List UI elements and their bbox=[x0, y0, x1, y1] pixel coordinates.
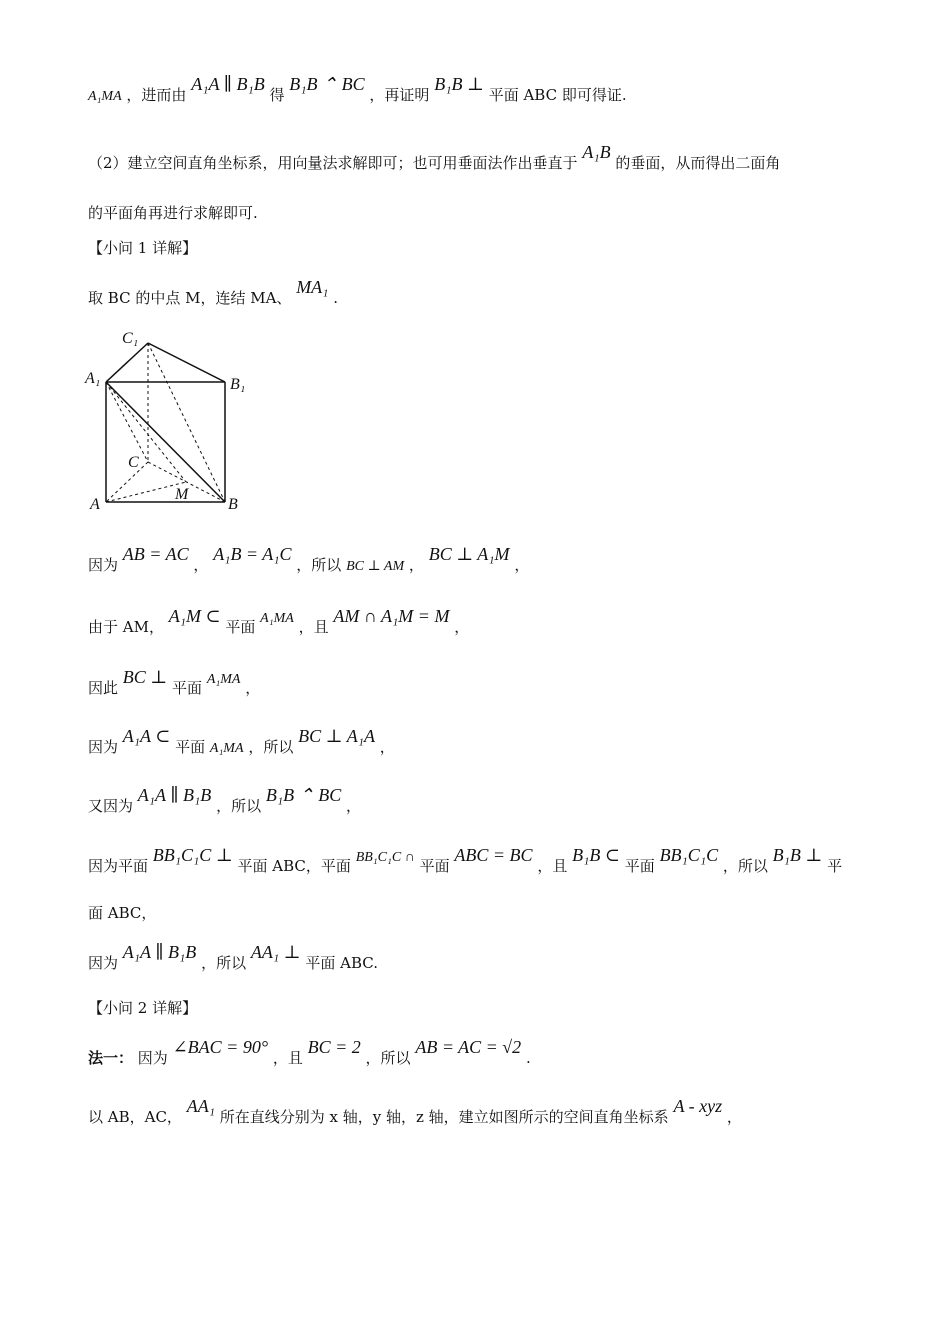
math: AB = AC bbox=[122, 544, 189, 564]
q1-step-3 bbox=[88, 667, 890, 700]
math: A₁A ⊂ bbox=[122, 726, 171, 746]
text: 以 AB，AC， bbox=[88, 1108, 182, 1126]
math: A₁B bbox=[582, 142, 611, 162]
label-A1: A₁ bbox=[85, 370, 101, 387]
math: BC ⊥ bbox=[122, 667, 168, 687]
math: BB₁C₁C ∩ bbox=[355, 850, 415, 865]
math: A₁MA bbox=[206, 672, 241, 687]
math: ∠BAC = 90° bbox=[172, 1037, 269, 1057]
q1-step-1 bbox=[88, 544, 890, 577]
text: 因为 bbox=[88, 556, 119, 574]
math: BB₁C₁C bbox=[659, 845, 719, 865]
math: BC ⊥ A₁M bbox=[428, 544, 510, 564]
q1-take-line bbox=[88, 277, 890, 310]
text: ， bbox=[514, 556, 530, 574]
text: . bbox=[333, 289, 338, 307]
math: A₁B = A₁C bbox=[213, 544, 292, 564]
method-label: 法一： bbox=[88, 1049, 134, 1067]
text: ，进而由 bbox=[126, 86, 187, 104]
q2-method-1 bbox=[88, 1037, 890, 1070]
math: AB = AC = √2 bbox=[415, 1037, 522, 1057]
dashed-C1-B bbox=[148, 343, 225, 502]
section-heading-q2 bbox=[88, 998, 890, 1019]
text: 因为 bbox=[88, 954, 119, 972]
q1-step-4 bbox=[88, 726, 890, 759]
text: 得 bbox=[269, 86, 285, 104]
heading: 【小问 2 详解】 bbox=[88, 999, 198, 1017]
dashed-A-M bbox=[106, 482, 186, 502]
text: 又因为 bbox=[88, 797, 134, 815]
text: 取 BC 的中点 M，连结 MA、 bbox=[88, 289, 292, 307]
math: B₁B ⌃ BC bbox=[289, 74, 365, 94]
text: ， bbox=[379, 738, 395, 756]
math: A₁A ∥ B₁B bbox=[191, 74, 265, 94]
math: BC = 2 bbox=[307, 1037, 361, 1057]
text: ， bbox=[193, 556, 209, 574]
text: 面 ABC， bbox=[88, 904, 157, 922]
q1-step-6-cont bbox=[88, 903, 890, 924]
label-B1: B₁ bbox=[230, 376, 246, 393]
text: ，所以 bbox=[722, 857, 768, 875]
math: B₁B ⊂ bbox=[572, 845, 620, 865]
section-heading-q1 bbox=[88, 238, 890, 259]
text: ，所以 bbox=[248, 738, 294, 756]
math: A₁A ∥ B₁B bbox=[137, 785, 212, 805]
text: 因此 bbox=[88, 679, 119, 697]
text: 所在直线分别为 x 轴，y 轴，z 轴，建立如图所示的空间直角坐标系 bbox=[219, 1108, 669, 1126]
text: 平面 bbox=[172, 679, 203, 697]
text: ，再证明 bbox=[369, 86, 430, 104]
math: BC ⊥ A₁A bbox=[298, 726, 375, 746]
math: A₁MA bbox=[260, 611, 294, 626]
text: 平面 bbox=[225, 618, 256, 636]
math: BB₁C₁C ⊥ bbox=[152, 845, 233, 865]
text: 平面 ABC，平面 bbox=[237, 857, 351, 875]
q2-method-2 bbox=[88, 1096, 890, 1129]
edge-A1-B bbox=[106, 382, 225, 502]
text: 平面 bbox=[175, 738, 206, 756]
label-B: B bbox=[228, 496, 238, 513]
text: 平面 ABC. bbox=[305, 954, 378, 972]
label-M: M bbox=[175, 486, 189, 503]
math: B₁B ⊥ bbox=[434, 74, 484, 94]
text: 因为平面 bbox=[88, 857, 149, 875]
text: 平面 ABC 即可得证. bbox=[488, 86, 627, 104]
math: A₁A ∥ B₁B bbox=[122, 942, 197, 962]
math: B₁B ⌃ BC bbox=[265, 785, 342, 805]
text: ， bbox=[454, 618, 470, 636]
math: MA₁ bbox=[296, 277, 329, 297]
text: ， bbox=[726, 1108, 742, 1126]
label-C1: C₁ bbox=[122, 330, 139, 347]
q1-step-7 bbox=[88, 942, 890, 975]
dashed-A1-C bbox=[106, 382, 148, 462]
q1-step-6 bbox=[88, 845, 890, 878]
text: ， bbox=[245, 679, 261, 697]
heading: 【小问 1 详解】 bbox=[88, 239, 198, 257]
text: ，且 bbox=[298, 618, 329, 636]
text: 平面 bbox=[419, 857, 450, 875]
label-A: A bbox=[90, 496, 100, 513]
text: （2）建立空间直角坐标系，用向量法求解即可；也可用垂面法作出垂直于 bbox=[88, 154, 578, 172]
text: ， bbox=[346, 797, 362, 815]
text: ，所以 bbox=[201, 954, 247, 972]
math: AA₁ bbox=[186, 1096, 215, 1116]
hint-line-2 bbox=[88, 142, 890, 175]
text: ， bbox=[408, 556, 424, 574]
math: A₁MA bbox=[88, 89, 122, 104]
text: ，所以 bbox=[296, 556, 342, 574]
math: B₁B ⊥ bbox=[772, 845, 823, 865]
edge-A1-C1 bbox=[106, 343, 148, 382]
q1-step-5 bbox=[88, 785, 890, 818]
label-C: C bbox=[128, 454, 139, 471]
text: 平 bbox=[827, 857, 843, 875]
math: ABC = BC bbox=[454, 845, 533, 865]
edge-C1-B1 bbox=[148, 343, 225, 382]
dashed-C-A bbox=[106, 462, 148, 502]
hint-line-3 bbox=[88, 203, 890, 224]
text: 因为 bbox=[137, 1049, 168, 1067]
hint-line-1 bbox=[88, 74, 890, 107]
q1-step-2 bbox=[88, 606, 890, 639]
text: 平面 bbox=[624, 857, 655, 875]
dashed-A1-M bbox=[106, 382, 186, 482]
text: ，且 bbox=[272, 1049, 303, 1067]
math: A - xyz bbox=[673, 1096, 723, 1116]
prism-figure bbox=[82, 325, 257, 520]
text: ，所以 bbox=[365, 1049, 411, 1067]
text: ，且 bbox=[537, 857, 568, 875]
math: AM ∩ A₁M = M bbox=[333, 606, 450, 626]
text: 的垂面，从而得出二面角 bbox=[615, 154, 781, 172]
math: A₁M ⊂ bbox=[168, 606, 221, 626]
math: A₁MA bbox=[209, 741, 244, 756]
text: 的平面角再进行求解即可. bbox=[88, 204, 258, 222]
math: BC ⊥ AM bbox=[346, 559, 405, 574]
text: . bbox=[525, 1049, 531, 1067]
text: 因为 bbox=[88, 738, 119, 756]
math: AA₁ ⊥ bbox=[250, 942, 301, 962]
text: ，所以 bbox=[216, 797, 262, 815]
text: 由于 AM， bbox=[88, 618, 164, 636]
